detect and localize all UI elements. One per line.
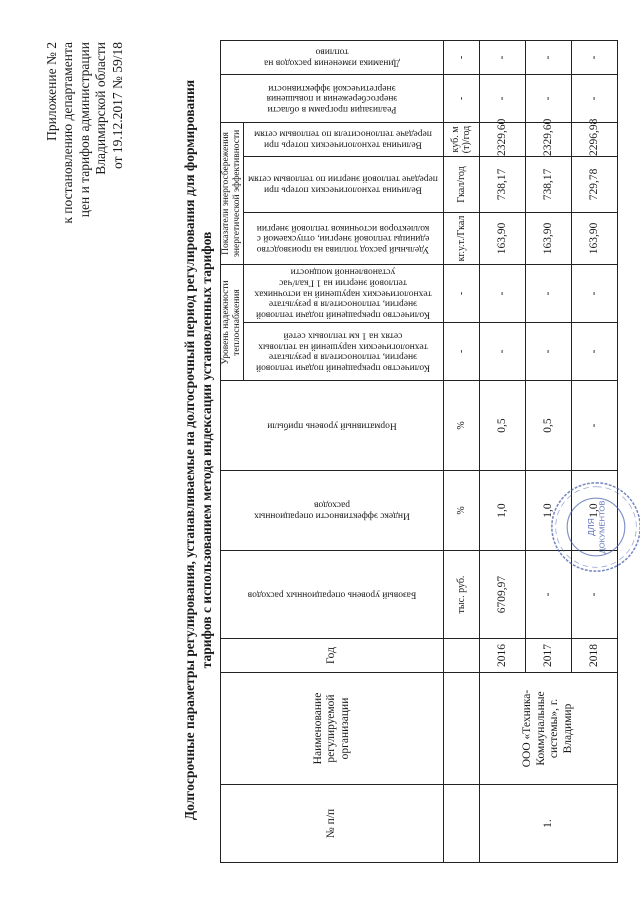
appendix-line: цен и тарифов администрации (76, 42, 92, 218)
cell-profit-level: 0,5 (525, 381, 571, 471)
unit-energy-2: Гкал/год (443, 156, 479, 212)
header-base-costs (221, 551, 444, 639)
unit-reliability-1: - (443, 323, 479, 381)
header-fuel-dynamics-label: Динамика изменения расходов на топливо (264, 47, 400, 69)
unit-num (443, 785, 479, 863)
appendix-line: к постановлению департамента (60, 42, 76, 224)
appendix-line: Владимирской области (93, 42, 109, 175)
unit-program: - (443, 74, 479, 122)
cell-efficiency-index: 1,0 (571, 471, 617, 551)
title-line: Долгосрочные параметры регулирования, устанавливаемые на долгосрочный период регулирования для формирования (182, 79, 197, 821)
header-year-label: Год (325, 647, 338, 664)
row-year: 2016 (479, 639, 525, 673)
cell-base-costs: - (525, 551, 571, 639)
header-reliability-group (221, 264, 244, 380)
header-reliability-group-label: Уровень надежности теплоснабжения (221, 280, 242, 365)
cell-base-costs: - (571, 551, 617, 639)
cell-energy-1: 163,90 (571, 212, 617, 264)
row-year: 2018 (571, 639, 617, 673)
unit-org (443, 673, 479, 785)
header-energy-1-label: Удельный расход топлива на производство единицы тепловой энергии, отпускаемой с коллекторов источников тепловой энергии (257, 223, 430, 255)
unit-efficiency-index: % (443, 471, 479, 551)
unit-base-costs: тыс. руб. (443, 551, 479, 639)
unit-year (443, 639, 479, 673)
header-efficiency-index (221, 471, 444, 551)
header-energy-1 (243, 212, 443, 264)
cell-energy-2: 738,17 (525, 156, 571, 212)
row-number: 1. (479, 785, 617, 863)
header-profit-level (221, 381, 444, 471)
header-energy-2 (243, 156, 443, 212)
row-organization: ООО «Техника-Коммунальные системы», г. Владимир (479, 673, 617, 785)
header-num-label: № п/п (325, 808, 338, 839)
cell-efficiency-index: 1,0 (479, 471, 525, 551)
cell-reliability-2: - (571, 264, 617, 322)
cell-reliability-1: - (571, 323, 617, 381)
cell-fuel-dynamics: - (479, 40, 525, 74)
header-energy-group (221, 122, 244, 264)
header-program-label: Реализация программ в области энергосбережения и повышения энергетической эффективности (266, 83, 398, 115)
header-base-costs-label: Базовый уровень операционных расходов (247, 589, 417, 600)
header-reliability-1-label: Количество прекращений подачи тепловой энергии, теплоносителя в результате технологических нарушений на тепловых сетях на 1 км тепловых сетей (256, 330, 431, 373)
appendix-header (44, 42, 126, 224)
parameters-table-wrapper (220, 41, 608, 863)
header-year (221, 639, 444, 673)
document-title (182, 35, 216, 865)
cell-reliability-1: - (479, 323, 525, 381)
stamp-text-line1: ДЛЯ (586, 518, 597, 536)
header-energy-3 (243, 122, 443, 156)
row-year: 2017 (525, 639, 571, 673)
header-profit-level-label: Нормативный уровень прибыли (267, 420, 397, 431)
cell-program: - (525, 74, 571, 122)
cell-program: - (571, 74, 617, 122)
table-row (479, 40, 525, 862)
appendix-line: от 19.12.2017 № 59/18 (109, 42, 125, 169)
cell-energy-1: 163,90 (525, 212, 571, 264)
cell-reliability-2: - (479, 264, 525, 322)
cell-efficiency-index: 1,0 (525, 471, 571, 551)
header-reliability-2-label: Количество прекращений подачи тепловой энергии, теплоносителя в результате технологических нарушений на источниках тепловой энергии на 1 Гкал/час установленной мощности (254, 267, 432, 321)
unit-fuel-dynamics: - (443, 40, 479, 74)
header-energy-group-label: Показатели энергосбережения энергетической эффективности (221, 129, 242, 258)
cell-energy-2: 729,78 (571, 156, 617, 212)
cell-base-costs: 6709,97 (479, 551, 525, 639)
cell-program: - (479, 74, 525, 122)
cell-energy-3: 2296,98 (571, 122, 617, 156)
appendix-line: Приложение № 2 (44, 42, 59, 141)
cell-fuel-dynamics: - (525, 40, 571, 74)
stamp-text-line2: ДОКУМЕНТОВ (597, 500, 607, 554)
header-fuel-dynamics (221, 40, 444, 74)
unit-energy-1: кг.у.т./Гкал (443, 212, 479, 264)
header-num (221, 785, 444, 863)
header-reliability-1 (243, 323, 443, 381)
title-line: тарифов с использованием метода индексации установленных тарифов (198, 231, 214, 669)
unit-reliability-2: - (443, 264, 479, 322)
cell-energy-1: 163,90 (479, 212, 525, 264)
header-program (221, 74, 444, 122)
parameters-table (220, 40, 618, 863)
unit-profit-level: % (443, 381, 479, 471)
cell-energy-3: 2329,60 (479, 122, 525, 156)
header-reliability-2 (243, 264, 443, 322)
header-energy-2-label: Величина технологических потерь при передаче тепловой энергии по тепловым сетям (248, 174, 439, 196)
cell-profit-level: 0,5 (479, 381, 525, 471)
cell-fuel-dynamics: - (571, 40, 617, 74)
header-org (221, 673, 444, 785)
cell-energy-2: 738,17 (479, 156, 525, 212)
header-energy-3-label: Величина технологических потерь при передаче теплоносителя по тепловым сетям (254, 129, 433, 151)
cell-energy-3: 2329,60 (525, 122, 571, 156)
unit-energy-3: куб. м (т)/год (443, 122, 479, 156)
header-org-label: Наименование регулируемой организации (312, 692, 351, 765)
cell-reliability-2: - (525, 264, 571, 322)
header-efficiency-index-label: Индекс эффективности операционных расходов (254, 500, 410, 522)
cell-reliability-1: - (525, 323, 571, 381)
cell-profit-level: - (571, 381, 617, 471)
